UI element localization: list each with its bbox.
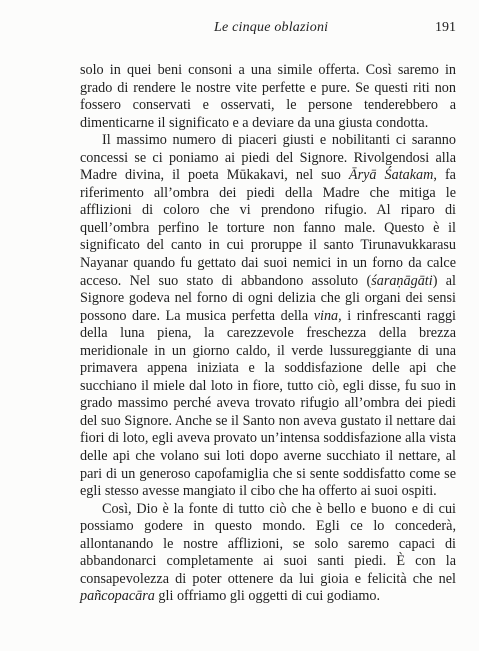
paragraph-1 xyxy=(80,62,456,132)
term-vina: vina xyxy=(313,307,339,324)
work-title-arya-satakam: Āryā Śatakam xyxy=(348,167,434,184)
body-text xyxy=(80,62,456,606)
term-pancopacara: pañcopacāra xyxy=(80,588,155,605)
page-number: 191 xyxy=(435,20,456,35)
running-title: Le cinque oblazioni xyxy=(214,20,329,35)
paragraph-3-text-b: gli offriamo gli oggetti di cui godiamo. xyxy=(154,588,381,605)
paragraph-3-text-a: Così, Dio è la fonte di tutto ciò che è bello e buono e di cui possiamo godere in questo mondo. Egli ce lo concederà, allontanando le nostre afflizioni, se solo saremo capaci di abbandonarci completamente ai suoi santi piedi. È con la consapevolezza di poter ottenere da lui gioia e felicità che nel xyxy=(80,500,456,587)
paragraph-2 xyxy=(80,132,456,500)
paragraph-3 xyxy=(80,501,456,606)
term-saranagati: śaraṇāgāti xyxy=(371,272,433,289)
running-head xyxy=(80,20,456,38)
paragraph-2-text-b: , fa riferimento all’ombra dei piedi della Madre che mitiga le afflizioni di coloro che vi prendono rifugio. Al riparo di quell’ombra perfino le torture non fanno male. Questo è il significato del canto in cui proruppe il santo Tirunavukkarasu Nayanar quando fu gettato dai suoi nemici in un forno da calce acceso. Nel suo stato di abbandono assoluto ( xyxy=(80,167,456,289)
paragraph-2-text-c: ) al Signore godeva nel forno di ogni delizia che gli organi dei sensi possono dare. La musica perfetta della xyxy=(80,272,457,324)
paragraph-2-text-d: , i rinfrescanti raggi della luna piena, la carezzevole freschezza della brezza meridionale in un giorno caldo, il verde lussureggiante di una primavera appena iniziata e la soddisfazione delle api che succhiano il miele dal loto in fiore, tutto ciò, egli disse, fu suo in grado massimo perché aveva trovato rifugio all’ombra dei piedi del suo Signore. Anche se il Santo non aveva gustato il nettare dai fiori di loto, egli aveva provato un’intensa soddisfazione alla vista delle api che volano sui loti dopo averne succhiato il nettare, al pari di un generoso capofamiglia che si sente soddisfatto come se egli stesso avesse mangiato il cibo che ha offerto ai suoi ospiti. xyxy=(80,307,456,500)
paragraph-2-text-a: Il massimo numero di piaceri giusti e nobilitanti ci saranno concessi se ci poniamo ai piedi del Signore. Rivolgendosi alla Madre divina, il poeta Mūkakavi, nel suo xyxy=(80,132,456,184)
paragraph-1-text: solo in quei beni consoni a una simile offerta. Così saremo in grado di rendere le nostre vite perfette e pure. Se questi riti non fossero conservati e osservati, le persone tenderebbero a dimenticarne il significato e a deviare da una giusta condotta. xyxy=(80,62,456,131)
